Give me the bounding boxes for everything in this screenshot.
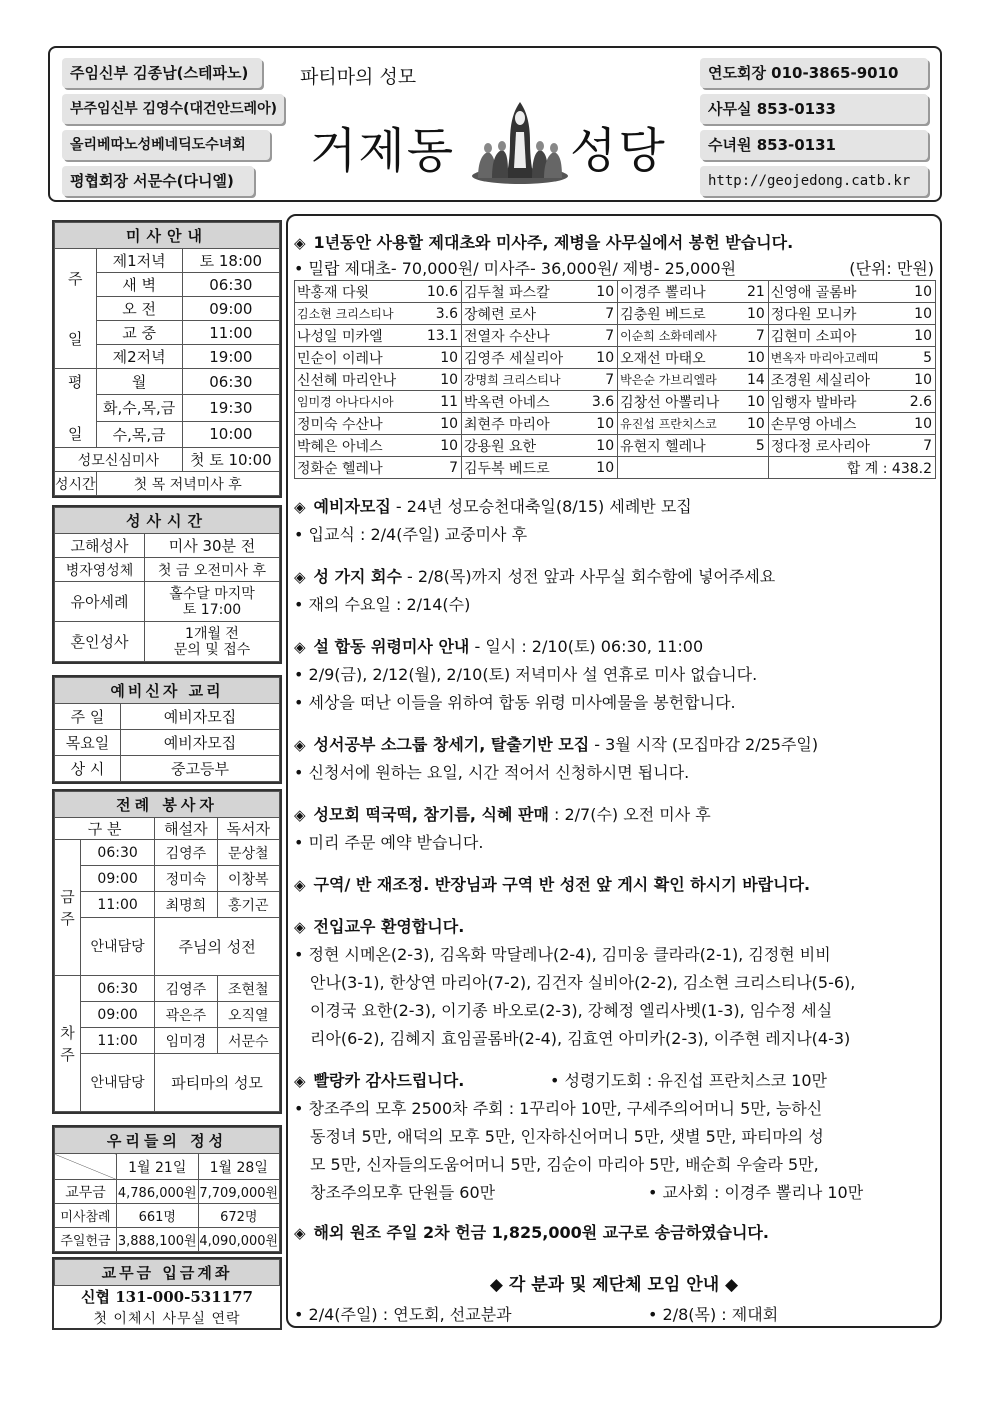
donor-name: 장혜련 로사 (462, 303, 587, 325)
reader: 문상철 (217, 840, 279, 866)
donation-row (295, 413, 936, 435)
donation-amount: 10 (904, 281, 936, 303)
donation-amount: 3.6 (419, 303, 461, 325)
liturgy-title: 전례 봉사자 (55, 792, 280, 818)
mass-time: 09:00 (182, 297, 279, 321)
notice-palm: ◈ 성 가지 회수 - 2/8(목)까지 성전 앞과 사무실 회수함에 넣어주세요 (294, 567, 776, 586)
sacrament-name: 유아세례 (55, 582, 145, 622)
welcome-line: 이경국 요한(2-3), 이기종 바오로(2-3), 강혜정 엘리사벳(1-3), 임수정 세실 (310, 1001, 833, 1020)
donation-amount: 11 (419, 391, 461, 413)
mass-time: 11:00 (81, 892, 155, 918)
mass-name: 제2저녁 (96, 345, 182, 369)
donation-row (295, 369, 936, 391)
donation-amount: 21 (742, 281, 768, 303)
mass-name: 제1저녁 (96, 249, 182, 273)
donation-amount: 7 (586, 369, 618, 391)
fatima-statue-logo (470, 98, 570, 186)
donor-name: 오재선 마태오 (618, 347, 743, 369)
diamond-icon: ◈ (294, 638, 306, 656)
marian-mass-time: 첫 토 10:00 (182, 448, 279, 472)
offering-label: 미사참례 (55, 1204, 117, 1228)
marian-mass-label: 성모신심미사 (55, 448, 183, 472)
meeting-right: • 2/8(목) : 제대회 (648, 1305, 779, 1324)
commentator: 김영주 (155, 976, 217, 1002)
convent-phone-box: 수녀원 853-0131 (700, 130, 928, 160)
catechism-day: 목요일 (55, 730, 121, 756)
mass-time: 09:00 (81, 866, 155, 892)
donation-amount: 10 (742, 347, 768, 369)
thanks-line: 모 5만, 신자들의도움어머니 5만, 김순이 마리아 5만, 배순희 우술라 5만, (310, 1155, 819, 1174)
commentator: 정미숙 (155, 866, 217, 892)
notice-memorial-sub: • 세상을 떠난 이들을 위하여 합동 위령 미사예물을 봉헌합니다. (294, 693, 736, 712)
notice-memorial-sub: • 2/9(금), 2/12(월), 2/10(토) 저녁미사 설 연휴로 미사 없습니다. (294, 665, 758, 684)
reader: 홍기곤 (217, 892, 279, 918)
office-phone-box: 사무실 853-0133 (700, 94, 928, 124)
donor-name: 김두복 베드로 (462, 457, 587, 479)
mass-name: 오 전 (96, 297, 182, 321)
pastor-box: 주임신부 김종남(스테파노) (62, 58, 262, 88)
donor-name: 정미숙 수산나 (295, 413, 420, 435)
donation-amount: 10 (419, 369, 461, 391)
diamond-icon: ◈ (294, 806, 306, 824)
notices-panel (286, 214, 942, 1328)
mass-schedule-title: 미사안내 (55, 223, 280, 249)
donation-unit: (단위: 만원) (849, 259, 934, 278)
welcome-line: • 정현 시메온(2-3), 김옥화 막달레나(2-4), 김미웅 클라라(2-1), 김정현 비비 (294, 945, 831, 964)
diamond-icon: ◈ (294, 736, 306, 754)
guide-team: 파티마의 성모 (155, 1054, 280, 1112)
mass-time: 06:30 (81, 840, 155, 866)
donor-name: 정다원 모니카 (768, 303, 904, 325)
donor-name: 임행자 발바라 (768, 391, 904, 413)
catechism-title: 예비신자 교리 (55, 678, 280, 704)
commentator: 김영주 (155, 840, 217, 866)
date-header: 1월 21일 (117, 1154, 199, 1180)
donation-amount: 10 (419, 435, 461, 457)
sacrament-time: 미사 30분 전 (145, 534, 280, 558)
notice-catechumen: ◈ 예비자모집 - 24년 성모승천대축일(8/15) 세례반 모집 (294, 497, 692, 516)
mass-name: 수,목,금 (96, 421, 182, 447)
diamond-icon: ◈ (294, 918, 306, 936)
weekday-label: 평 일 (55, 369, 97, 448)
mass-name: 새 벽 (96, 273, 182, 297)
notice-catechumen-sub: • 입교식 : 2/4(주일) 교중미사 후 (294, 525, 528, 544)
mass-time: 09:00 (81, 1002, 155, 1028)
donation-amount: 7 (419, 457, 461, 479)
church-name-right: 성당 (570, 123, 667, 179)
offering-value: 4,090,000원 (198, 1228, 280, 1252)
mass-name: 화,수,목,금 (96, 395, 182, 421)
catechism-class: 예비자모집 (121, 730, 280, 756)
donor-name: 신선혜 마리안나 (295, 369, 420, 391)
donation-amount: 10 (904, 413, 936, 435)
donation-amount: 10 (419, 347, 461, 369)
diamond-icon: ◈ (294, 568, 306, 586)
sacrament-time: 홀수달 마지막 토 17:00 (145, 582, 280, 622)
donation-amount: 7 (742, 325, 768, 347)
catechism-class: 예비자모집 (121, 704, 280, 730)
donation-amount: 3.6 (586, 391, 618, 413)
sacrament-title: 성사시간 (55, 508, 280, 534)
assistant-pastor-box: 부주임신부 김영수(대건안드레아) (62, 94, 284, 124)
sacrament-box (52, 505, 282, 664)
mass-name: 교 중 (96, 321, 182, 345)
catechism-class: 중고등부 (121, 756, 280, 782)
donation-amount: 10 (904, 325, 936, 347)
notice-overseas: ◈ 해외 원조 주일 2차 헌금 1,825,000원 교구로 송금하였습니다. (294, 1223, 769, 1242)
mass-time: 19:30 (182, 395, 279, 421)
donor-name: 김충원 베드로 (618, 303, 743, 325)
donation-row (295, 325, 936, 347)
sacrament-name: 병자영성체 (55, 558, 145, 582)
diamond-icon: ◈ (294, 498, 306, 516)
donation-amount: 10 (742, 391, 768, 413)
catechism-day: 상 시 (55, 756, 121, 782)
donor-name: 최현주 마리아 (462, 413, 587, 435)
sacrament-time: 1개월 전 문의 및 접수 (145, 622, 280, 662)
notice-memorial: ◈ 설 합동 위령미사 안내 - 일시 : 2/10(토) 06:30, 11:00 (294, 637, 704, 656)
reader: 오직열 (217, 1002, 279, 1028)
diamond-icon: ◈ (294, 1224, 306, 1242)
notice-sale: ◈ 성모회 떡국떡, 참기름, 식혜 판매 : 2/7(수) 오전 미사 후 (294, 805, 711, 824)
notice-bible: ◈ 성서공부 소그룹 창세기, 탈출기반 모집 - 3월 시작 (모집마감 2/25주일) (294, 735, 819, 754)
offering-value: 3,888,100원 (117, 1228, 199, 1252)
donation-amount: 7 (904, 435, 936, 457)
donation-row (295, 457, 936, 479)
yeondo-phone-box: 연도회장 010-3865-9010 (700, 58, 928, 88)
donation-amount: 10 (742, 413, 768, 435)
donor-name: 신영애 골롬바 (768, 281, 904, 303)
catechism-box (52, 675, 282, 784)
reader: 조현철 (217, 976, 279, 1002)
thanks-aside-teachers: • 교사회 : 이경주 뽈리나 10만 (648, 1183, 864, 1202)
donation-amount: 10 (586, 281, 618, 303)
offering-box (52, 1125, 282, 1254)
donor-name: 이경주 뽈리나 (618, 281, 743, 303)
donation-amount: 10 (586, 413, 618, 435)
mass-time: 11:00 (81, 1028, 155, 1054)
donor-name: 강명희 크리스티나 (462, 369, 587, 391)
sacrament-time: 첫 금 오전미사 후 (145, 558, 280, 582)
donation-amount: 10 (586, 435, 618, 457)
donor-name: 변옥자 마리아고레띠 (768, 347, 904, 369)
col-header: 독서자 (217, 818, 279, 840)
notice-sale-sub: • 미리 주문 예약 받습니다. (294, 833, 484, 852)
meeting-left: • 2/4(주일) : 연도회, 선교분과 (294, 1305, 512, 1324)
notice-welcome: ◈ 전입교우 환영합니다. (294, 917, 465, 936)
donor-name: 손무영 아네스 (768, 413, 904, 435)
donation-amount: 10 (586, 457, 618, 479)
donor-name: 김영주 세실리아 (462, 347, 587, 369)
donation-amount: 7 (586, 303, 618, 325)
donor-name: 민순이 이레나 (295, 347, 420, 369)
mass-name: 월 (96, 369, 182, 395)
meetings-title: ◆ 각 분과 및 제단체 모임 안내 ◆ (489, 1275, 739, 1295)
notice-palm-sub: • 재의 수요일 : 2/14(수) (294, 595, 471, 614)
mass-time: 토 18:00 (182, 249, 279, 273)
donation-amount: 10 (904, 303, 936, 325)
donation-amount: 13.1 (419, 325, 461, 347)
donor-name: 임미경 아나다시아 (295, 391, 420, 413)
donation-amount: 14 (742, 369, 768, 391)
donation-row (295, 281, 936, 303)
sacrament-name: 고해성사 (55, 534, 145, 558)
account-title: 교무금 입금계좌 (55, 1260, 280, 1286)
guide-label: 안내담당 (81, 1054, 155, 1112)
donation-table (294, 280, 936, 479)
donor-name: 유진섭 프란치스코 (618, 413, 743, 435)
donor-name: 김소현 크리스티나 (295, 303, 420, 325)
council-president-box: 평협회장 서문수(다니엘) (62, 166, 254, 196)
donor-name: 박홍재 다윗 (295, 281, 420, 303)
next-week-label: 차 주 (55, 976, 81, 1112)
donation-row (295, 391, 936, 413)
reader: 이창복 (217, 866, 279, 892)
col-header: 해설자 (155, 818, 217, 840)
guide-label: 안내담당 (81, 918, 155, 976)
mass-time: 06:30 (182, 273, 279, 297)
offering-value: 672명 (198, 1204, 280, 1228)
offering-value: 7,709,000원 (198, 1180, 280, 1204)
notice-thanks: ◈ 빨랑카 감사드립니다. • 성령기도회 : 유진섭 프란치스코 10만 (294, 1068, 934, 1091)
donor-name: 정화순 헬레나 (295, 457, 420, 479)
donation-row (295, 347, 936, 369)
diamond-icon: ◈ (294, 876, 306, 894)
donation-amount: 10 (586, 347, 618, 369)
diagonal-cell (55, 1154, 117, 1180)
diamond-icon: ◈ (294, 1072, 306, 1090)
donor-name: 조경원 세실리아 (768, 369, 904, 391)
liturgy-volunteers-box (52, 789, 282, 1114)
donor-name: 이순희 소화데레사 (618, 325, 743, 347)
this-week-label: 금 주 (55, 840, 81, 976)
notice-district: ◈ 구역/ 반 재조정. 반장님과 구역 반 성전 앞 게시 확인 하시기 바랍니다. (294, 875, 811, 894)
donor-name: 김창선 아뽈리나 (618, 391, 743, 413)
convent-box: 올리베따노성베네딕도수녀회 (62, 130, 270, 160)
holy-hour-time: 첫 목 저녁미사 후 (96, 472, 279, 496)
mass-time: 11:00 (182, 321, 279, 345)
reader: 서문수 (217, 1028, 279, 1054)
sunday-label: 주 일 (55, 249, 97, 369)
donation-row (295, 303, 936, 325)
date-header: 1월 28일 (198, 1154, 280, 1180)
donor-name: 유현지 헬레나 (618, 435, 743, 457)
account-number: 신협 131-000-531177 (81, 1288, 253, 1307)
sacrament-name: 혼인성사 (55, 622, 145, 662)
holy-hour-label: 성시간 (55, 472, 97, 496)
donor-name: 김현미 소피아 (768, 325, 904, 347)
mass-time: 19:00 (182, 345, 279, 369)
mass-time: 06:30 (182, 369, 279, 395)
donation-amount: 10 (419, 413, 461, 435)
donation-amount: 5 (742, 435, 768, 457)
diamond-icon: ◈ (294, 234, 306, 252)
parish-patron-tagline: 파티마의 성모 (300, 66, 417, 88)
website-link[interactable]: http://geojedong.catb.kr (700, 166, 928, 196)
donor-name: 박혜은 아네스 (295, 435, 420, 457)
donation-empty (618, 457, 769, 479)
account-note: 첫 이체시 사무실 연락 (93, 1310, 241, 1327)
donation-headline: ◈ 1년동안 사용할 제대초와 미사주, 제병을 사무실에서 봉헌 받습니다. (294, 233, 794, 252)
donation-amount: 7 (586, 325, 618, 347)
donor-name: 강용원 요한 (462, 435, 587, 457)
donation-amount: 10.6 (419, 281, 461, 303)
thanks-line: • 창조주의 모후 2500차 주회 : 1꾸리아 10만, 구세주의어머니 5만, 능하신 (294, 1099, 823, 1118)
offering-label: 주일헌금 (55, 1228, 117, 1252)
donation-amount: 10 (904, 369, 936, 391)
donor-name: 나성일 미카엘 (295, 325, 420, 347)
offering-label: 교무금 (55, 1180, 117, 1204)
commentator: 곽은주 (155, 1002, 217, 1028)
donation-prices: • 밀랍 제대초- 70,000원/ 미사주- 36,000원/ 제병- 25,000원 (단위: 만원) (294, 256, 934, 279)
offering-value: 4,786,000원 (117, 1180, 199, 1204)
donation-amount: 5 (904, 347, 936, 369)
mass-schedule-box (52, 220, 282, 498)
mass-time: 10:00 (182, 421, 279, 447)
welcome-line: 안나(3-1), 한상연 마리아(7-2), 김건자 실비아(2-2), 김소현 크리스티나(5-6), (310, 973, 856, 992)
donor-name: 박은순 가브리엘라 (618, 369, 743, 391)
donor-name: 박옥련 아네스 (462, 391, 587, 413)
commentator: 임미경 (155, 1028, 217, 1054)
donor-name: 정다정 로사리아 (768, 435, 904, 457)
mass-time: 06:30 (81, 976, 155, 1002)
commentator: 최명희 (155, 892, 217, 918)
offering-title: 우리들의 정성 (55, 1128, 280, 1154)
thanks-aside: • 성령기도회 : 유진섭 프란치스코 10만 (550, 1071, 828, 1090)
catechism-day: 주 일 (55, 704, 121, 730)
donation-amount: 2.6 (904, 391, 936, 413)
church-name-left: 거제동 (310, 123, 456, 179)
offering-value: 661명 (117, 1204, 199, 1228)
notice-bible-sub: • 신청서에 원하는 요일, 시간 적어서 신청하시면 됩니다. (294, 763, 690, 782)
donor-name: 김두철 파스칼 (462, 281, 587, 303)
guide-team: 주님의 성전 (155, 918, 280, 976)
donation-total: 합 계 : 438.2 (768, 457, 935, 479)
donation-row (295, 435, 936, 457)
col-header: 구 분 (55, 818, 155, 840)
thanks-line: 창조주의모후 단원들 60만 (310, 1183, 496, 1202)
donation-amount: 10 (742, 303, 768, 325)
thanks-line: 동정녀 5만, 애덕의 모후 5만, 인자하신어머니 5만, 샛별 5만, 파티마의 성 (310, 1127, 824, 1146)
donor-name: 전열자 수산나 (462, 325, 587, 347)
account-box (52, 1257, 282, 1330)
welcome-line: 리아(6-2), 김혜지 효임골롬바(2-4), 김효연 아미카(2-3), 이주현 레지나(4-3) (310, 1029, 851, 1048)
